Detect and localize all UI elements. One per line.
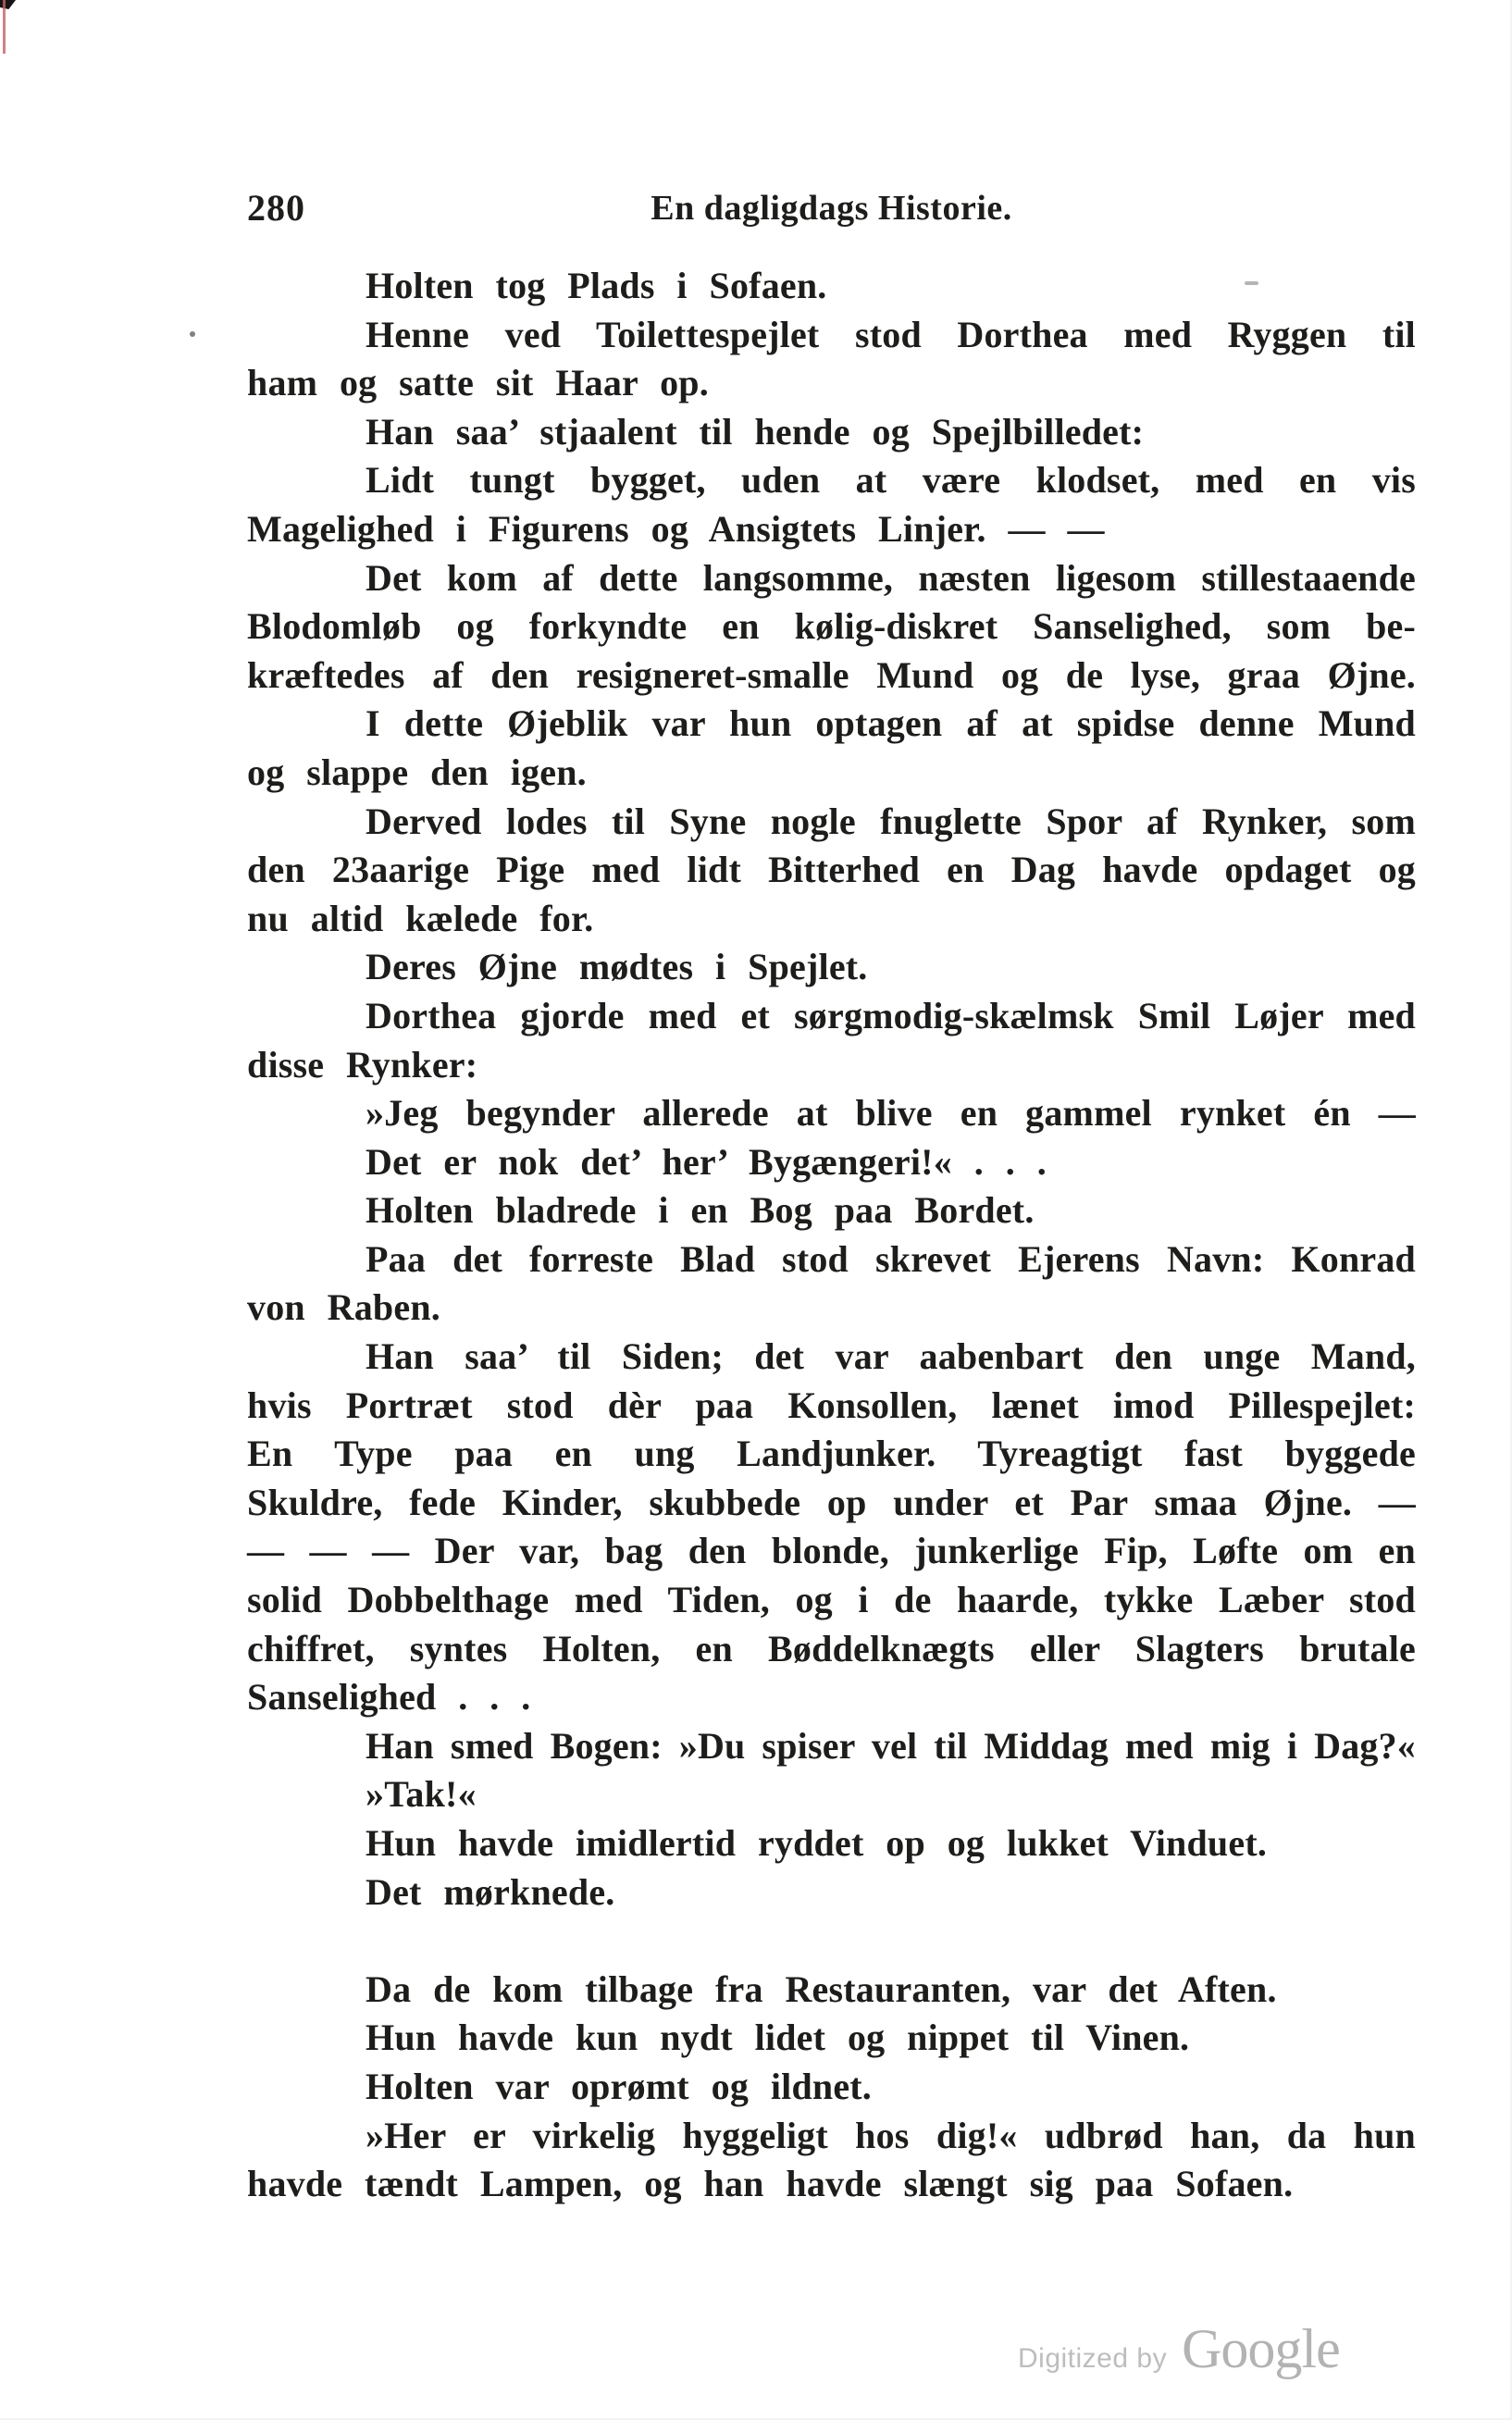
text-line: Holten bladrede i en Bog paa Bordet. [366, 1189, 1035, 1232]
text-line: Han saa’ stjaalent til hende og Spejlbilledet: [366, 410, 1145, 453]
scan-red-edge-artifact [3, 0, 6, 54]
text-line: Deres Øjne mødtes i Spejlet. [366, 946, 868, 988]
page-number: 280 [247, 187, 305, 229]
text-line: »Tak!« [366, 1773, 477, 1816]
digitization-watermark [1018, 2317, 1340, 2381]
text-line: nu altid kælede for. [247, 897, 594, 939]
body-lines [247, 262, 1416, 2209]
text-line: — — — Der var, bag den blonde, junkerlige Fip, Løfte om en [247, 1530, 1416, 1572]
text-line: havde tændt Lampen, og han havde slængt sig paa Sofaen. [247, 2163, 1294, 2205]
text-line: Det er nok det’ her’ Bygængeri!« . . . [366, 1140, 1047, 1183]
text-line: Han saa’ til Siden; det var aabenbart den unge Mand, [366, 1335, 1416, 1378]
text-line: solid Dobbelthage med Tiden, og i de haarde, tykke Læber stod [247, 1579, 1416, 1621]
text-line: chiffret, syntes Holten, en Bøddelknægts eller Slagters brutale [247, 1627, 1416, 1669]
text-line: Han smed Bogen: »Du spiser vel til Middag med mig i Dag?« [366, 1724, 1416, 1767]
text-line: Lidt tungt bygget, uden at være klodset, med en vis [366, 459, 1416, 502]
text-line: Holten var oprømt og ildnet. [366, 2065, 873, 2107]
text-line: disse Rynker: [247, 1043, 478, 1086]
text-line: Hun havde imidlertid ryddet op og lukket Vinduet. [366, 1822, 1268, 1864]
google-logo: Google [1182, 2318, 1340, 2379]
running-title: En dagligdags Historie. [651, 189, 1012, 228]
text-line: Sanselighed . . . [247, 1676, 531, 1719]
text-line: En Type paa en ung Landjunker. Tyreagtigt fast byggede [247, 1433, 1416, 1475]
text-line: Hun havde kun nydt lidet og nippet til Vinen. [366, 2017, 1190, 2059]
text-line: Holten tog Plads i Sofaen. [366, 265, 827, 306]
ink-dot-artifact [190, 331, 195, 337]
text-line: Skuldre, fede Kinder, skubbede op under et Par smaa Øjne. — [247, 1481, 1416, 1523]
digitized-by-label: Digitized by [1018, 2343, 1168, 2374]
text-line: Det mørknede. [366, 1870, 615, 1913]
text-line: kræftedes af den resigneret-smalle Mund og de lyse, graa Øjne. [247, 653, 1416, 696]
text-line: den 23aarige Pige med lidt Bitterhed en Dag havde opdaget og [247, 849, 1416, 891]
text-line: »Jeg begynder allerede at blive en gammel rynket én — [366, 1092, 1416, 1135]
text-line: Derved lodes til Syne nogle fnuglette Spor af Rynker, som [366, 800, 1416, 842]
page-header [247, 183, 1416, 233]
paragraph-gap [247, 1917, 1416, 1966]
text-line: Da de kom tilbage fra Restauranten, var det Aften. [366, 1967, 1277, 2010]
text-block [247, 183, 1416, 2209]
text-line: og slappe den igen. [247, 751, 587, 793]
text-line: ham og satte sit Haar op. [247, 362, 709, 404]
text-line: hvis Portræt stod dèr paa Konsollen, lænet imod Pillespejlet: [247, 1384, 1416, 1426]
text-line: I dette Øjeblik var hun optagen af at spidse denne Mund [366, 702, 1416, 745]
text-line: Blodomløb og forkyndte en kølig-diskret Sanselighed, som be- [247, 605, 1416, 648]
text-line: Dorthea gjorde med et sørgmodig-skælmsk Smil Løjer med [366, 994, 1416, 1036]
text-line: Magelighed i Figurens og Ansigtets Linjer. — — [247, 507, 1105, 550]
text-line: Henne ved Toilettespejlet stod Dorthea med Ryggen til [366, 313, 1416, 355]
text-line: Det kom af dette langsomme, næsten ligesom stillestaaende [366, 556, 1416, 599]
text-line: Paa det forreste Blad stod skrevet Ejerens Navn: Konrad [366, 1237, 1416, 1280]
text-line: von Raben. [247, 1286, 440, 1329]
text-line: »Her er virkelig hyggeligt hos dig!« udbrød han, da hun [366, 2114, 1416, 2156]
